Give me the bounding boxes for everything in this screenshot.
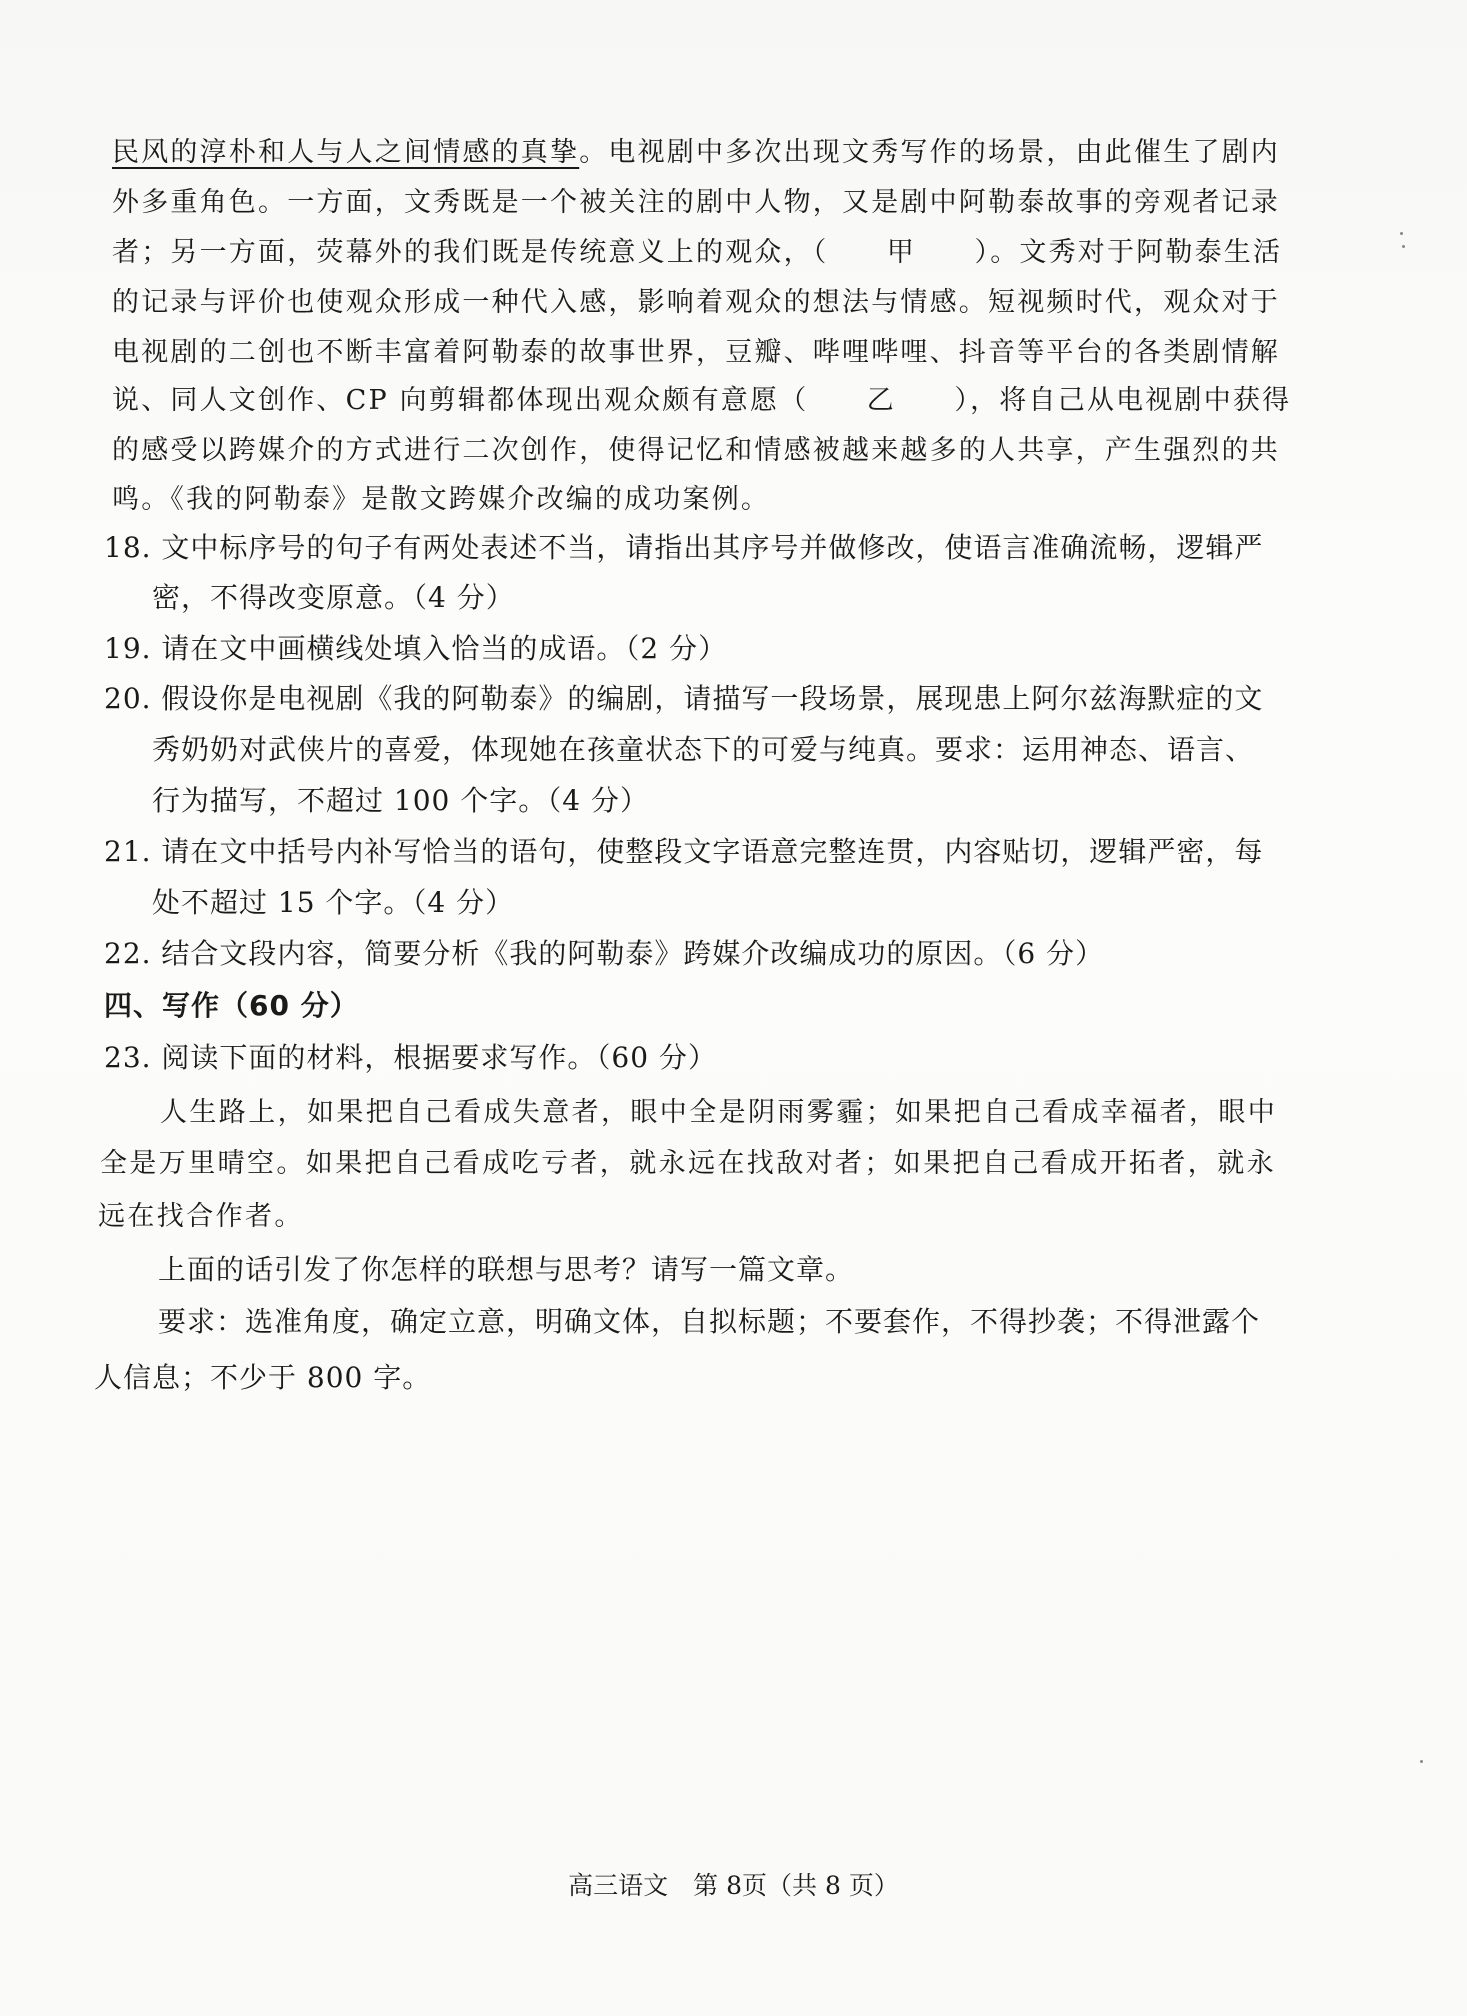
passage-line-6: 说、同人文创作、CP 向剪辑都体现出观众颇有意愿（ 乙 ），将自己从电视剧中获得 <box>112 385 1292 416</box>
question-20-line-1: 20. 假设你是电视剧《我的阿勒泰》的编剧，请描写一段场景，展现患上阿尔兹海默症的文 <box>104 682 1264 715</box>
question-21-line-2: 处不超过 15 个字。（4 分） <box>152 886 515 919</box>
question-21-line-1: 21. 请在文中括号内补写恰当的语句，使整段文字语意完整连贯，内容贴切，逻辑严密，每 <box>104 835 1264 868</box>
underlined-phrase: 民风的淳朴和人与人之间情感的真挚 <box>112 137 580 168</box>
passage-line-2: 外多重角色。一方面，文秀既是一个被关注的剧中人物，又是剧中阿勒泰故事的旁观者记录 <box>112 187 1280 218</box>
question-20-line-3: 行为描写，不超过 100 个字。（4 分） <box>152 784 649 817</box>
passage-line-5: 电视剧的二创也不断丰富着阿勒泰的故事世界，豆瓣、哔哩哔哩、抖音等平台的各类剧情解 <box>112 337 1280 368</box>
passage-line-8: 鸣。《我的阿勒泰》是散文跨媒介改编的成功案例。 <box>112 484 771 515</box>
material-line-3: 远在找合作者。 <box>98 1201 304 1232</box>
passage-line-3: 者；另一方面，荧幕外的我们既是传统意义上的观众，（ 甲 ）。文秀对于阿勒泰生活 <box>112 237 1283 268</box>
requirements-line-1: 要求：选准角度，确定立意，明确文体，自拟标题；不要套作，不得抄袭；不得泄露个 <box>158 1305 1261 1338</box>
question-22: 22. 结合文段内容，简要分析《我的阿勒泰》跨媒介改编成功的原因。（6 分） <box>104 937 1105 970</box>
question-18-line-2: 密，不得改变原意。（4 分） <box>152 581 515 614</box>
passage-line-1 <box>112 130 1307 169</box>
question-19: 19. 请在文中画横线处填入恰当的成语。（2 分） <box>104 632 728 665</box>
writing-prompt: 上面的话引发了你怎样的联想与思考？请写一篇文章。 <box>158 1253 855 1286</box>
requirements-line-2: 人信息；不少于 800 字。 <box>94 1361 432 1394</box>
passage-line-1-rest: 。电视剧中多次出现文秀写作的场景，由此催生了剧内 <box>579 137 1281 168</box>
section-title-writing: 四、写作（60 分） <box>104 989 359 1022</box>
material-line-1: 人生路上，如果把自己看成失意者，眼中全是阴雨雾霾；如果把自己看成幸福者，眼中 <box>160 1097 1278 1128</box>
scan-speck <box>1402 245 1405 248</box>
passage-line-7: 的感受以跨媒介的方式进行二次创作，使得记忆和情感被越来越多的人共享，产生强烈的共 <box>112 435 1280 466</box>
question-20-line-2: 秀奶奶对武侠片的喜爱，体现她在孩童状态下的可爱与纯真。要求：运用神态、语言、 <box>152 733 1255 766</box>
passage-line-4: 的记录与评价也使观众形成一种代入感，影响着观众的想法与情感。短视频时代，观众对于 <box>112 287 1280 318</box>
scan-speck <box>1400 232 1403 235</box>
question-23: 23. 阅读下面的材料，根据要求写作。（60 分） <box>104 1041 717 1074</box>
scan-speck <box>1420 1760 1423 1763</box>
question-18-line-1: 18. 文中标序号的句子有两处表述不当，请指出其序号并做修改，使语言准确流畅，逻辑严 <box>104 531 1264 564</box>
page-footer: 高三语文 第 8页（共 8 页） <box>568 1871 899 1900</box>
material-line-2: 全是万里晴空。如果把自己看成吃亏者，就永远在找敌对者；如果把自己看成开拓者，就永 <box>100 1148 1276 1179</box>
